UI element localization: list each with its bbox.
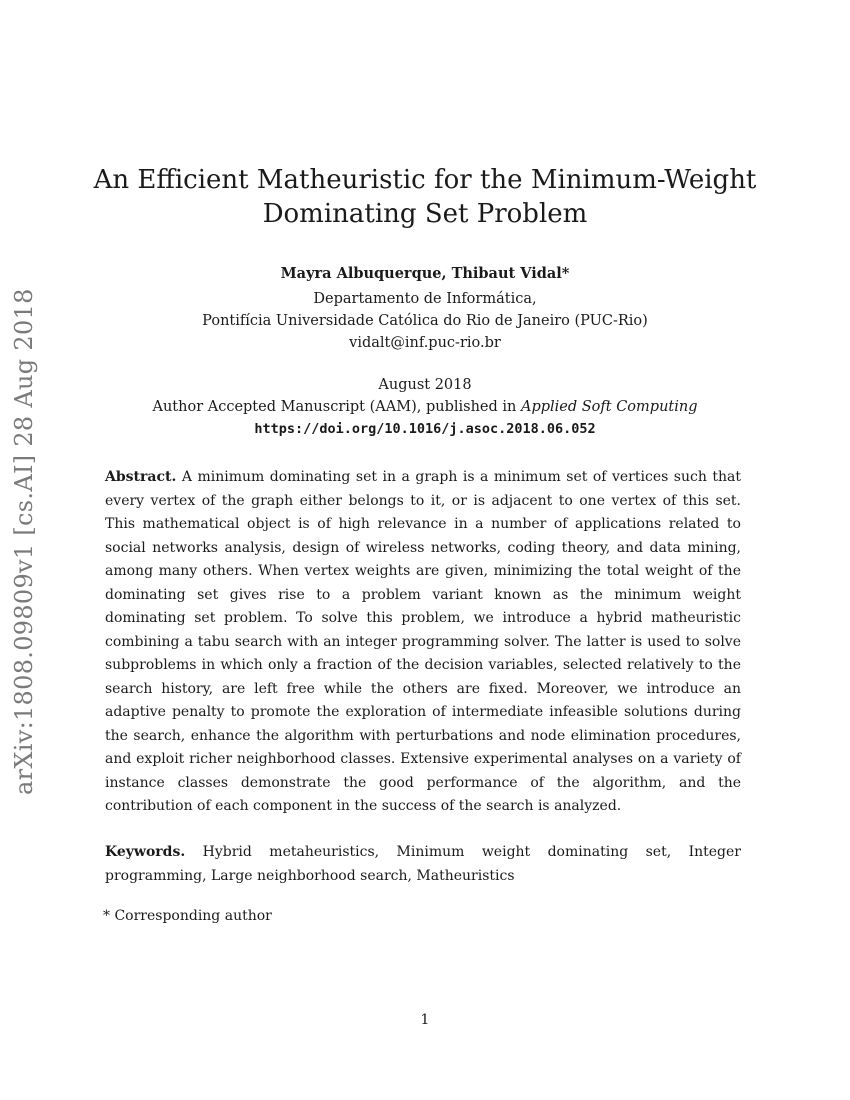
publication-info [90, 374, 760, 440]
paper-title [90, 163, 760, 231]
university: Pontifícia Universidade Católica do Rio de Janeiro (PUC-Rio) [202, 313, 648, 329]
abstract-label: Abstract. [105, 469, 177, 485]
manuscript-prefix: Author Accepted Manuscript (AAM), published in [152, 399, 521, 415]
keywords-text: Hybrid metaheuristics, Minimum weight dominating set, Integer programming, Large neighborhood search, Matheuristics [105, 844, 741, 884]
doi-link[interactable]: https://doi.org/10.1016/j.asoc.2018.06.052 [254, 421, 596, 437]
email[interactable]: vidalt@inf.puc-rio.br [349, 335, 501, 351]
department: Departamento de Informática, [313, 291, 537, 307]
title-line-1: An Efficient Matheuristic for the Minimum-Weight [93, 165, 757, 195]
arxiv-stamp: arXiv:1808.09809v1 [cs.AI] 28 Aug 2018 [10, 288, 38, 795]
keywords [105, 841, 741, 888]
authors: Mayra Albuquerque, Thibaut Vidal* [280, 265, 570, 282]
affiliation [90, 288, 760, 354]
title-line-2: Dominating Set Problem [262, 199, 588, 229]
abstract [105, 466, 741, 819]
manuscript-note [90, 396, 760, 418]
page-number: 1 [420, 1012, 430, 1028]
footnote: * Corresponding author [103, 908, 272, 924]
abstract-text: A minimum dominating set in a graph is a minimum set of vertices such that every vertex of the graph either belongs to it, or is adjacent to one vertex of this set. This mathematical object is of high relevance in a number of applications related to social networks analysis, design of wireless networks, coding theory, and data mining, among many others. When vertex weights are given, minimizing the total weight of the dominating set gives rise to a problem variant known as the minimum weight dominating set problem. To solve this problem, we introduce a hybrid matheuristic combining a tabu search with an integer programming solver. The latter is used to solve subproblems in which only a fraction of the decision variables, selected relatively to the search history, are left free while the others are fixed. Moreover, we introduce an adaptive penalty to promote the exploration of intermediate infeasible solutions during the search, enhance the algorithm with perturbations and node elimination procedures, and exploit richer neighborhood classes. Extensive experimental analyses on a variety of instance classes demonstrate the good performance of the algorithm, and the contribution of each component in the success of the search is analyzed. [105, 469, 741, 814]
journal-name: Applied Soft Computing [520, 399, 698, 415]
keywords-label: Keywords. [105, 844, 186, 860]
publication-date: August 2018 [378, 377, 472, 393]
